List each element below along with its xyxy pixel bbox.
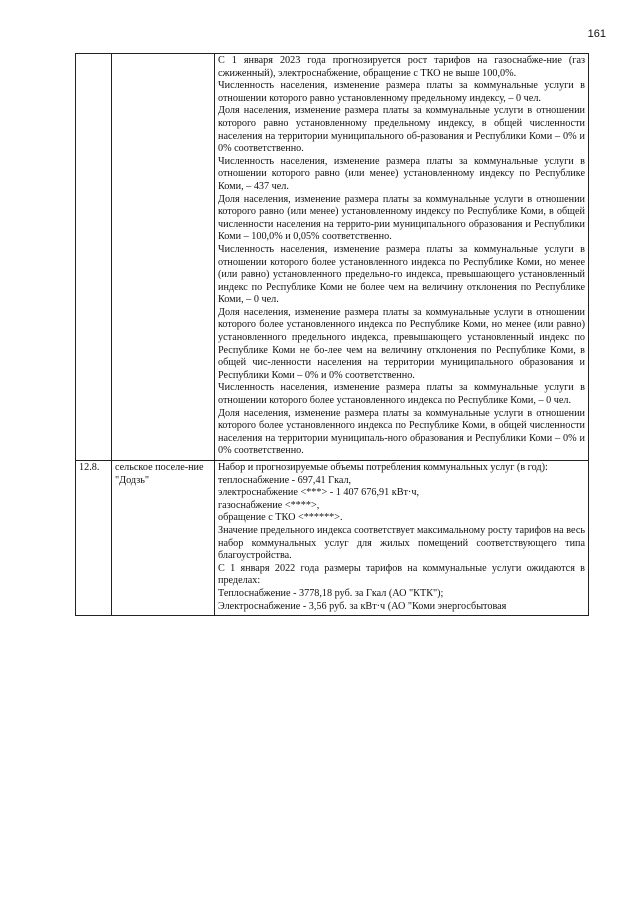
description-cell <box>215 54 589 461</box>
tariff-table <box>75 53 589 616</box>
row-number-cell: 12.8. <box>76 461 112 616</box>
paragraph: Численность населения, изменение размера платы за коммунальные услуги в отношении которого равно установленному предельному индексу, – 0 чел. <box>218 80 585 104</box>
page-number: 161 <box>587 28 606 40</box>
settlement-name-cell: сельское поселе-ние "Додзь" <box>112 461 215 616</box>
paragraph: Набор и прогнозируемые объемы потребления коммунальных услуг (в год): <box>218 462 548 473</box>
paragraph: Доля населения, изменение размера платы за коммунальные услуги в отношении которого более установленного индекса по Республике Коми, в общей численности населения на территории муниципаль-ного образования и Республики Коми – 0% и 0% соответственно. <box>218 407 585 457</box>
paragraph: Значение предельного индекса соответствует максимальному росту тарифов на весь набор коммунальных услуг для жилых помещений соответствующего типа благоустройства. <box>218 524 585 562</box>
paragraph: С 1 января 2022 года размеры тарифов на коммунальные услуги ожидаются в пределах: <box>218 562 585 587</box>
paragraph: Доля населения, изменение размера платы за коммунальные услуги в отношении которого равно (или менее) установленному индексу по Республике Коми, в общей численности населения на террито-рии муниципального образования и Республики Коми – 100,0% и 0,05% соответственно. <box>218 193 585 243</box>
paragraph: теплоснабжение - 697,41 Гкал, <box>218 474 352 486</box>
paragraph: Численность населения, изменение размера платы за коммунальные услуги в отношении которого более установленного индекса по Республике Коми, но менее (или равно) установленного предельно-го индекса, превышающего установленный индекс по Республике Коми не более чем на величину отклонения по Республике Коми, – 0 чел. <box>218 243 585 306</box>
description-cell <box>215 461 589 616</box>
paragraph: Доля населения, изменение размера платы за коммунальные услуги в отношении которого равно установленному предельному индексу, в общей численности населения на территории муниципального об-разования и Республики Коми – 0% и 0% соответственно. <box>218 105 585 155</box>
paragraph: Теплоснабжение - 3778,18 руб. за Гкал (АО "КТК"); <box>218 587 444 599</box>
settlement-name-cell <box>112 54 215 461</box>
table-row <box>76 461 589 616</box>
paragraph: Доля населения, изменение размера платы за коммунальные услуги в отношении которого более установленного индекса по Республике Коми, но менее (или равно) установленного предельного индекса, превышающего установленный индекс по Республике Коми не бо-лее чем на величину отклонения по Республике Коми, в общей чис-ленности населения на территории муниципального образования и Республики Коми – 0% и 0% соответственно. <box>218 306 585 381</box>
paragraph: Численность населения, изменение размера платы за коммунальные услуги в отношении которого более установленного индекса по Республике Коми, – 0 чел. <box>218 382 585 407</box>
paragraph: электроснабжение <***> - 1 407 676,91 кВт·ч, <box>218 487 419 499</box>
paragraph: Численность населения, изменение размера платы за коммунальные услуги в отношении которого равно (или менее) установленному индексу по Республике Коми, – 437 чел. <box>218 155 585 192</box>
paragraph: Электроснабжение - 3,56 руб. за кВт·ч (АО "Коми энергосбытовая <box>218 600 507 612</box>
table-row <box>76 54 589 461</box>
row-number-cell <box>76 54 112 461</box>
paragraph: обращение с ТКО <******>. <box>218 512 343 524</box>
paragraph: газоснабжение <****>, <box>218 499 320 511</box>
paragraph: С 1 января 2023 года прогнозируется рост тарифов на газоснабже-ние (газ сжиженный), электроснабжение, обращение с ТКО не выше 100,0%. <box>218 55 585 79</box>
